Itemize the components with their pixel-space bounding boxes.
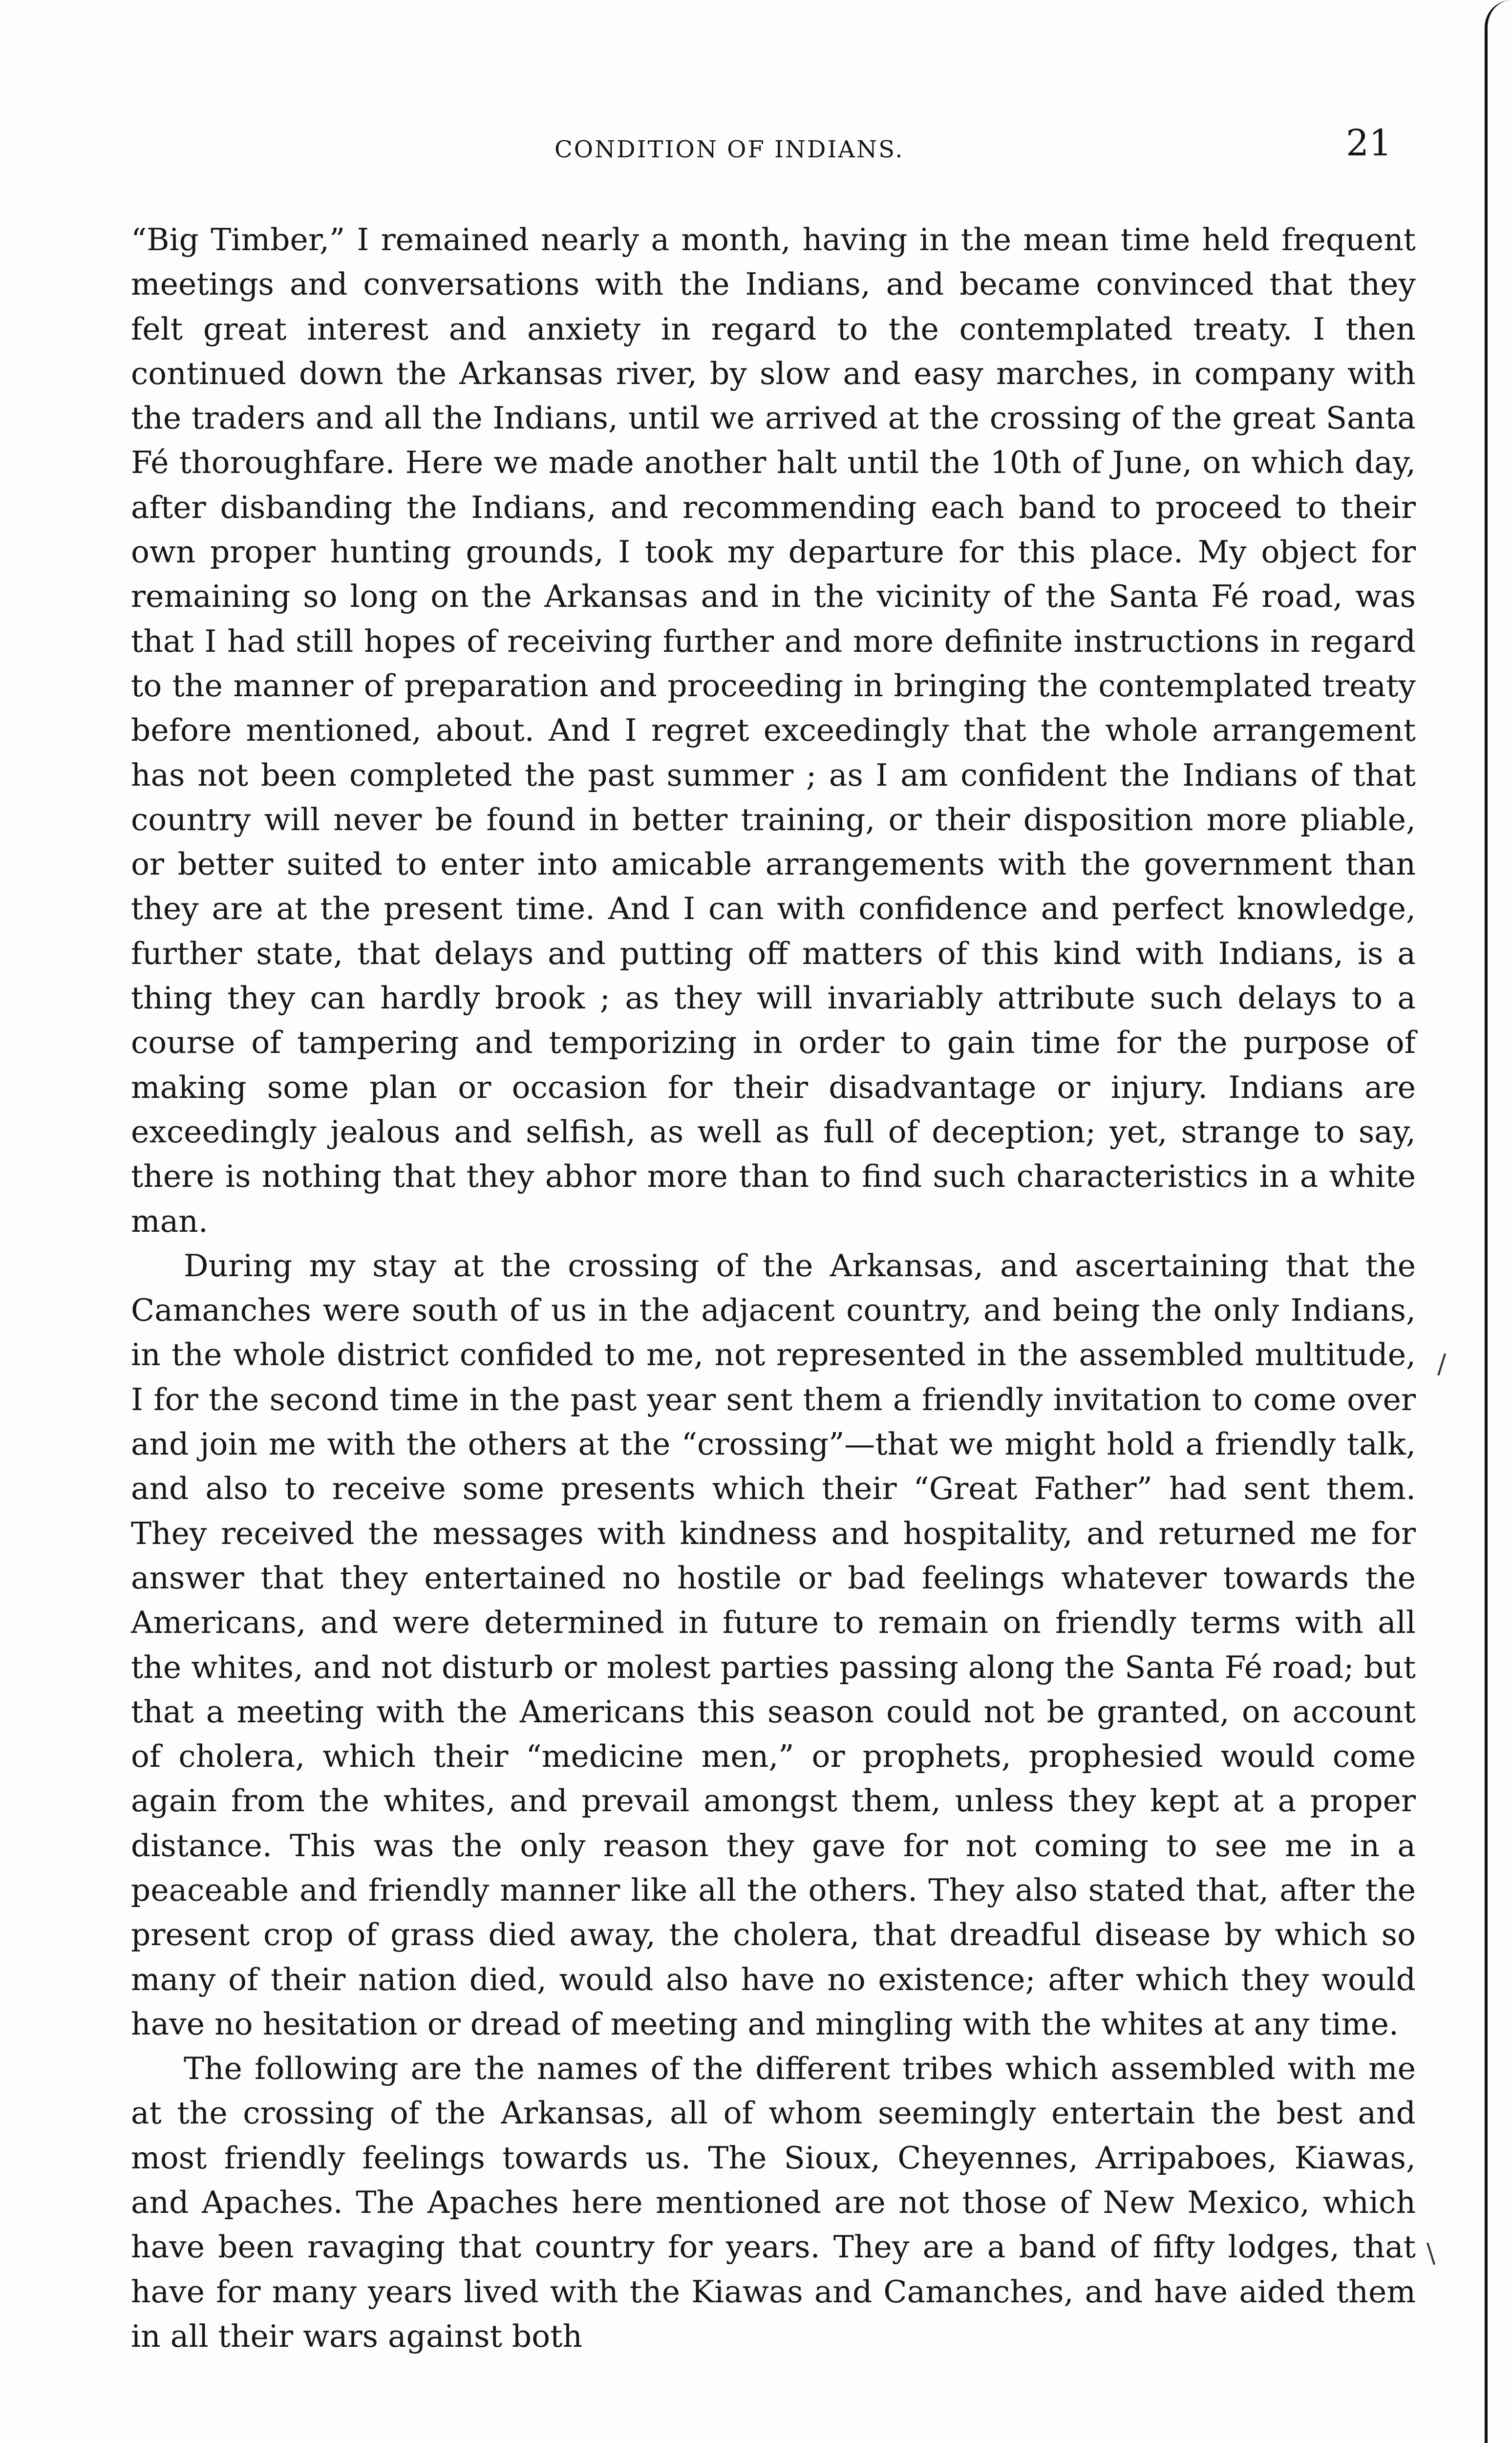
running-head: CONDITION OF INDIANS.: [554, 136, 904, 163]
paragraph-3: The following are the names of the different tribes which assembled with me at the crossing of the Arkansas, all of whom seemingly entertain the best and most friendly feelings towards us. The Sioux, Cheyennes, Arripaboes, Kiawas, and Apaches. The Apaches here mentioned are not those of New Mexico, which have been ravaging that country for years. They are a band of fifty lodges, that have for many years lived with the Kiawas and Camanches, and have aided them in all their wars against both: [131, 2051, 1416, 2354]
page-number: 21: [1346, 122, 1392, 164]
body-text: [131, 217, 1416, 2358]
page-edge-line: [1485, 0, 1512, 2443]
paragraph-1: “Big Timber,” I remained nearly a month, having in the mean time held frequent meetings and conversations with the Indians, and became convinced that they felt great interest and anxiety in regard to the contemplated treaty. I then continued down the Arkansas river, by slow and easy marches, in company with the traders and all the Indians, until we arrived at the crossing of the great Santa Fé thoroughfare. Here we made another halt until the 10th of June, on which day, after disbanding the Indians, and recommending each band to proceed to their own proper hunting grounds, I took my departure for this place. My object for remaining so long on the Arkansas and in the vicinity of the Santa Fé road, was that I had still hopes of receiving further and more definite instructions in regard to the manner of preparation and proceeding in bringing the contemplated treaty before mentioned, about. And I regret exceedingly that the whole arrangement has not been completed the past summer ; as I am confident the Indians of that country will never be found in better training, or their disposition more pliable, or better suited to enter into amicable arrangements with the government than they are at the present time. And I can with confidence and perfect knowledge, further state, that delays and putting off matters of this kind with Indians, is a thing they can hardly brook ; as they will invariably attribute such delays to a course of tampering and temporizing in order to gain time for the purpose of making some plan or occasion for their disadvantage or injury. Indians are exceedingly jealous and selfish, as well as full of deception; yet, strange to say, there is nothing that they abhor more than to find such characteristics in a white man.: [131, 222, 1416, 1239]
margin-mark-backslash: \: [1427, 2238, 1436, 2269]
margin-mark-slash: /: [1437, 1349, 1447, 1379]
page-header: [0, 122, 1512, 191]
paragraph-2: During my stay at the crossing of the Arkansas, and ascertaining that the Camanches were south of us in the adjacent country, and being the only Indians, in the whole district confided to me, not represented in the assembled multitude, I for the second time in the past year sent them a friendly invitation to come over and join me with the others at the “crossing”—that we might hold a friendly talk, and also to receive some presents which their “Great Father” had sent them. They received the messages with kindness and hospitality, and returned me for answer that they entertained no hostile or bad feelings whatever towards the Americans, and were determined in future to remain on friendly terms with all the whites, and not disturb or molest parties passing along the Santa Fé road; but that a meeting with the Americans this season could not be granted, on account of cholera, which their “medicine men,” or prophets, prophesied would come again from the whites, and prevail amongst them, unless they kept at a proper distance. This was the only reason they gave for not coming to see me in a peaceable and friendly manner like all the others. They also stated that, after the present crop of grass died away, the cholera, that dreadful disease by which so many of their nation died, would also have no existence; after which they would have no hesitation or dread of meeting and mingling with the whites at any time.: [131, 1247, 1416, 2042]
